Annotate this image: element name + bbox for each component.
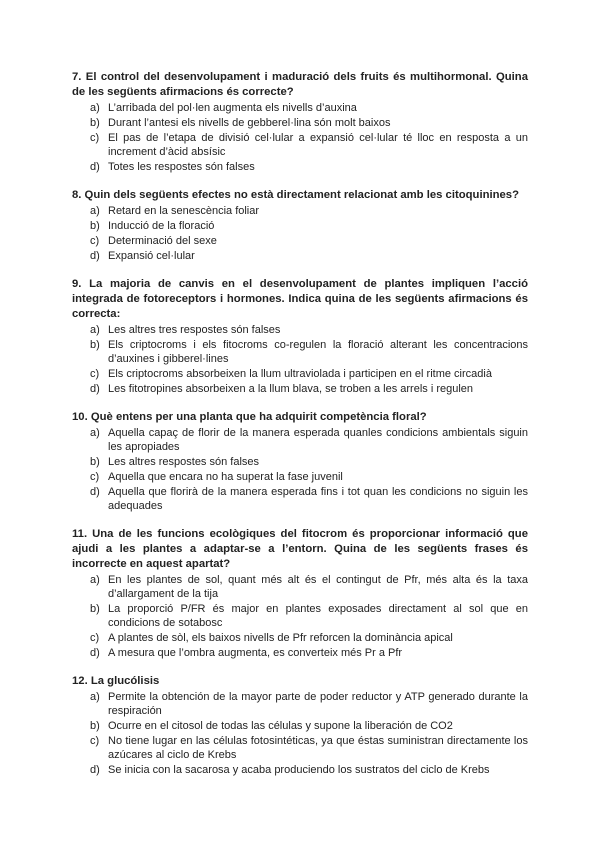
option-letter: c) xyxy=(90,632,100,644)
option-letter: b) xyxy=(90,603,100,615)
answer-option xyxy=(72,646,528,660)
option-letter: a) xyxy=(90,102,100,114)
option-text: Ocurre en el citosol de todas las células y supone la liberación de CO2 xyxy=(108,720,453,732)
option-list xyxy=(72,426,528,513)
question-title: 8. Quin dels següents efectes no està directament relacionat amb les citoquinines? xyxy=(72,189,519,201)
question xyxy=(72,277,528,396)
option-text: L’arribada del pol·len augmenta els nivells d’auxina xyxy=(108,102,357,114)
answer-option xyxy=(72,131,528,159)
option-text: A plantes de sòl, els baixos nivells de Pfr reforcen la dominància apical xyxy=(108,632,453,644)
question-list xyxy=(72,70,528,777)
option-text: El pas de l’etapa de divisió cel·lular a expansió cel·lular té lloc en resposta a un increment d’àcid absísic xyxy=(108,132,528,158)
answer-option xyxy=(72,338,528,366)
answer-option xyxy=(72,382,528,396)
option-text: Expansió cel·lular xyxy=(108,250,195,262)
option-letter: a) xyxy=(90,574,100,586)
option-text: Els criptocroms i els fitocroms co-regulen la floració alterant les concentracions d’auxines i gibberel·lines xyxy=(108,339,528,365)
option-letter: d) xyxy=(90,486,100,498)
question-title: 12. La glucólisis xyxy=(72,675,160,687)
option-letter: a) xyxy=(90,427,100,439)
answer-option xyxy=(72,234,528,248)
option-letter: d) xyxy=(90,250,100,262)
option-letter: d) xyxy=(90,647,100,659)
option-text: Els criptocroms absorbeixen la llum ultraviolada i participen en el ritme circadià xyxy=(108,368,492,380)
answer-option xyxy=(72,719,528,733)
question xyxy=(72,410,528,513)
option-text: Les altres respostes són falses xyxy=(108,456,260,468)
exam-page xyxy=(72,70,528,791)
option-list xyxy=(72,101,528,174)
option-letter: c) xyxy=(90,368,100,380)
answer-option xyxy=(72,690,528,718)
option-letter: d) xyxy=(90,383,100,395)
option-text: Les altres tres respostes són falses xyxy=(108,324,281,336)
option-text: Se inicia con la sacarosa y acaba produciendo los sustratos del ciclo de Krebs xyxy=(108,764,490,776)
option-letter: b) xyxy=(90,220,100,232)
answer-option xyxy=(72,470,528,484)
option-letter: a) xyxy=(90,324,100,336)
answer-option xyxy=(72,204,528,218)
option-list xyxy=(72,204,528,263)
answer-option xyxy=(72,323,528,337)
question-title: 11. Una de les funcions ecològiques del fitocrom és proporcionar informació que ajudi a les plantes a adaptar-se a l’entorn. Quina de les següents frases és incorrecte en aquest apartat? xyxy=(72,528,528,570)
answer-option xyxy=(72,160,528,174)
option-text: Les fitotropines absorbeixen a la llum blava, se troben a les arrels i regulen xyxy=(108,383,474,395)
option-letter: b) xyxy=(90,117,100,129)
question xyxy=(72,70,528,174)
option-text: A mesura que l’ombra augmenta, es converteix més Pr a Pfr xyxy=(108,647,403,659)
answer-option xyxy=(72,101,528,115)
answer-option xyxy=(72,219,528,233)
option-letter: b) xyxy=(90,339,100,351)
option-letter: a) xyxy=(90,691,100,703)
option-text: La proporció P/FR és major en plantes exposades directament al sol que en condicions de sotabosc xyxy=(108,603,528,629)
question-title: 7. El control del desenvolupament i maduració dels fruits és multihormonal. Quina de les següents afirmacions és correcte? xyxy=(72,71,528,98)
option-text: En les plantes de sol, quant més alt és el contingut de Pfr, més alta és la taxa d’allargament de la tija xyxy=(108,574,528,600)
question xyxy=(72,674,528,777)
answer-option xyxy=(72,573,528,601)
answer-option xyxy=(72,249,528,263)
question-title: 10. Què entens per una planta que ha adquirit competència floral? xyxy=(72,411,427,423)
answer-option xyxy=(72,485,528,513)
option-text: Aquella que encara no ha superat la fase juvenil xyxy=(108,471,343,483)
option-letter: c) xyxy=(90,471,100,483)
option-letter: c) xyxy=(90,235,100,247)
option-text: No tiene lugar en las células fotosintéticas, ya que éstas suministran directamente los azúcares al ciclo de Krebs xyxy=(108,735,528,761)
question xyxy=(72,527,528,660)
option-list xyxy=(72,573,528,660)
option-letter: d) xyxy=(90,764,100,776)
option-text: Retard en la senescència foliar xyxy=(108,205,260,217)
question-title: 9. La majoria de canvis en el desenvolupament de plantes impliquen l’acció integrada de fotoreceptors i hormones. Indica quina de les següents afirmacions és correcta: xyxy=(72,278,528,320)
option-letter: a) xyxy=(90,205,100,217)
option-text: Determinació del sexe xyxy=(108,235,217,247)
option-text: Totes les respostes són falses xyxy=(108,161,255,173)
option-text: Permite la obtención de la mayor parte de poder reductor y ATP generado durante la respiración xyxy=(108,691,528,717)
answer-option xyxy=(72,763,528,777)
option-text: Aquella capaç de florir de la manera esperada quanles condicions ambientals siguin les apropiades xyxy=(108,427,528,453)
answer-option xyxy=(72,631,528,645)
answer-option xyxy=(72,116,528,130)
option-letter: c) xyxy=(90,735,100,747)
option-letter: b) xyxy=(90,720,100,732)
answer-option xyxy=(72,455,528,469)
answer-option xyxy=(72,602,528,630)
option-text: Durant l’antesi els nivells de gebberel·lina són molt baixos xyxy=(108,117,391,129)
option-text: Aquella que florirà de la manera esperada fins i tot quan les condicions no siguin les adequades xyxy=(108,486,528,512)
option-list xyxy=(72,323,528,396)
question xyxy=(72,188,528,263)
option-list xyxy=(72,690,528,777)
option-letter: d) xyxy=(90,161,100,173)
answer-option xyxy=(72,367,528,381)
option-letter: c) xyxy=(90,132,100,144)
answer-option xyxy=(72,734,528,762)
option-text: Inducció de la floració xyxy=(108,220,215,232)
option-letter: b) xyxy=(90,456,100,468)
answer-option xyxy=(72,426,528,454)
